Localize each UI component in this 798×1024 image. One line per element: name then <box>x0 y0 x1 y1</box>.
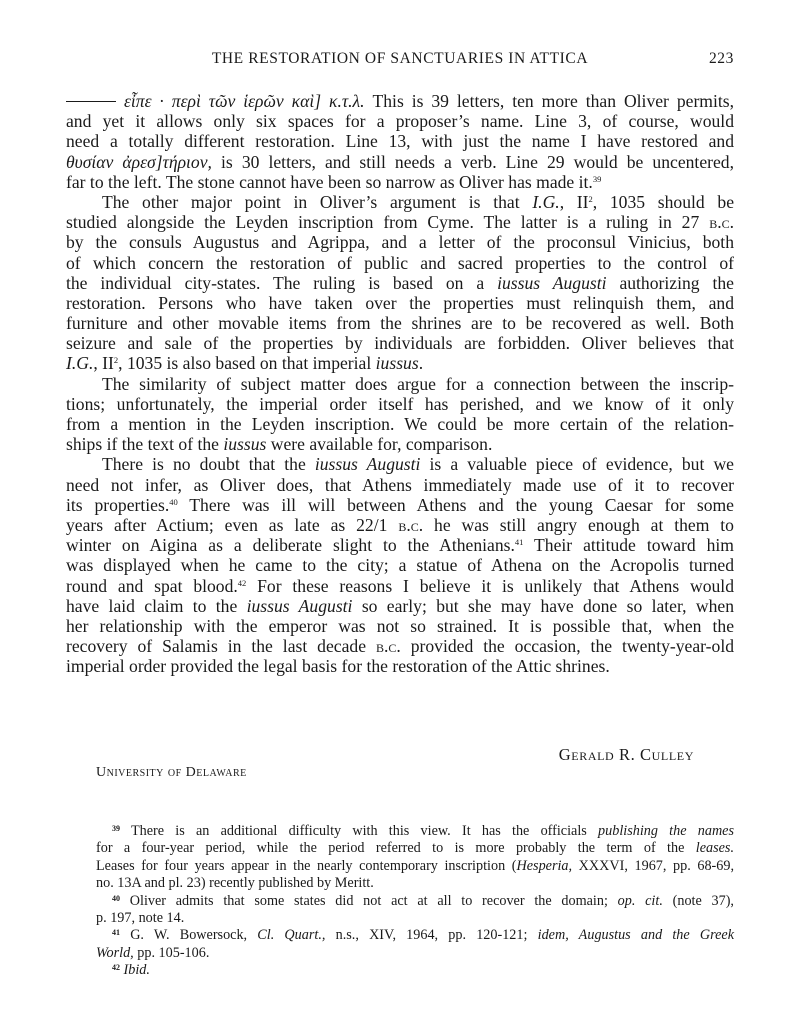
text-line: its properties.$^{40}$ There was ill will between Athens and the young Caesar for some <box>66 494 734 515</box>
text-line: years after Actium; even as late as 22/1 b.c. he was still angry enough at them to <box>66 514 734 535</box>
footnote-40: $^{40}$ Oliver admits that some states did not act at all to recover the domain; op. cit. (note 37), <box>112 892 734 909</box>
text-line: restoration. Persons who have taken over the properties must relinquish them, and <box>66 292 734 313</box>
text-line: need not infer, as Oliver does, that Athens immediately made use of it to recover <box>66 474 734 495</box>
text-line: seizure and sale of the properties by individuals are forbidden. Oliver believes that <box>66 333 734 354</box>
text-line: have laid claim to the iussus Augusti so early; but she may have done so later, when <box>66 595 734 616</box>
text-line: and yet it allows only six spaces for a proposer’s name. Line 3, of course, would <box>66 111 734 132</box>
text-line: tions; unfortunately, the imperial order itself has perished, and we know of it only <box>66 393 734 414</box>
running-head <box>66 50 734 74</box>
text-line: recovery of Salamis in the last decade b.c. provided the occasion, the twenty-year-old <box>66 636 734 657</box>
footnote-ref[interactable]: 39 <box>592 173 602 184</box>
text-line: studied alongside the Leyden inscription from Cyme. The latter is a ruling in 27 b.c. <box>66 212 734 233</box>
footnote-line: Leases for four years appear in the nearly contemporary inscription (Hesperia, XXXVI, 1967, pp. 68-69, <box>96 857 735 874</box>
footnote-line: p. 197, note 14. <box>96 909 185 926</box>
text-line: was displayed when he came to the city; a statue of Athena on the Acropolis turned <box>66 555 734 576</box>
footnote-39: $^{39}$ There is an additional difficulty with this view. It has the officials publishing the names <box>112 823 735 839</box>
text-line: of which concern the restoration of public and sacred properties to the control of <box>66 252 734 273</box>
footnote-ref[interactable]: 42 <box>237 577 247 588</box>
text-line: θυσίαν ἀρεσ]τήριον, is 30 letters, and still needs a verb. Line 29 would be uncentered, <box>66 151 734 172</box>
author-name: Gerald R. Culley <box>558 745 694 764</box>
text-line: winter on Aigina as a deliberate slight to the Athenians.$^{41}$ Their attitude toward him <box>66 535 734 556</box>
text-line: the individual city-states. The ruling is based on a iussus Augusti authorizing the <box>66 272 734 293</box>
text-line: imperial order provided the legal basis for the restoration of the Attic shrines. <box>66 656 610 677</box>
text-line: I.G., $II^2$, 1035 is also based on that imperial iussus. <box>66 353 424 374</box>
author-affiliation: University of Delaware <box>96 765 247 780</box>
footnote-line: for a four-year period, while the period referred to is more probably the term of the leases. <box>96 840 735 857</box>
footnotes <box>96 823 734 980</box>
text-line: The similarity of subject matter does argue for a connection between the inscrip- <box>102 373 734 394</box>
footnote-42: $^{42}$ Ibid. <box>112 962 150 979</box>
footnote-41: $^{41}$ G. W. Bowersock, Cl. Quart., n.s., XIV, 1964, pp. 120-121; idem, Augustus and the Greek <box>112 927 735 944</box>
running-title: THE RESTORATION OF SANCTUARIES IN ATTICA <box>211 50 589 67</box>
text-line: The other major point in Oliver’s argument is that I.G., $II^2$, 1035 should be <box>102 191 735 212</box>
footnote-ref[interactable]: 40 <box>169 496 178 507</box>
text-line: her relationship with the emperor was not so strained. It is possible that, when the <box>66 615 734 636</box>
footnote-ref[interactable]: 41 <box>514 537 524 548</box>
dash-rule <box>66 101 116 102</box>
text-line: εἶπε · περὶ τῶν ἱερῶν καὶ] κ.τ.λ. This is 39 letters, ten more than Oliver permits, <box>66 91 734 111</box>
footnote-line: World, pp. 105-106. <box>96 944 210 961</box>
text-line: far to the left. The stone cannot have been so narrow as Oliver has made it.$^{39}$ <box>66 171 602 192</box>
text-line: ships if the text of the iussus were available for, comparison. <box>66 434 493 455</box>
text-line: round and spat blood.$^{42}$ For these reasons I believe it is unlikely that Athens would <box>66 575 734 596</box>
text-line: need a totally different restoration. Line 13, with just the name I have restored and <box>66 131 734 152</box>
footnote-line: no. 13A and pl. 23) recently published by Meritt. <box>96 875 374 892</box>
body-text <box>66 91 734 676</box>
text-line: by the consuls Augustus and Agrippa, and a letter of the proconsul Vinicius, both <box>66 232 734 253</box>
page-number: 223 <box>708 50 734 67</box>
text-line: from a mention in the Leyden inscription. We could be more certain of the relation- <box>66 414 734 434</box>
text-line: There is no doubt that the iussus Augusti is a valuable piece of evidence, but we <box>102 454 734 475</box>
text-line: furniture and other movable items from the shrines are to be recovered as well. Both <box>66 313 734 334</box>
